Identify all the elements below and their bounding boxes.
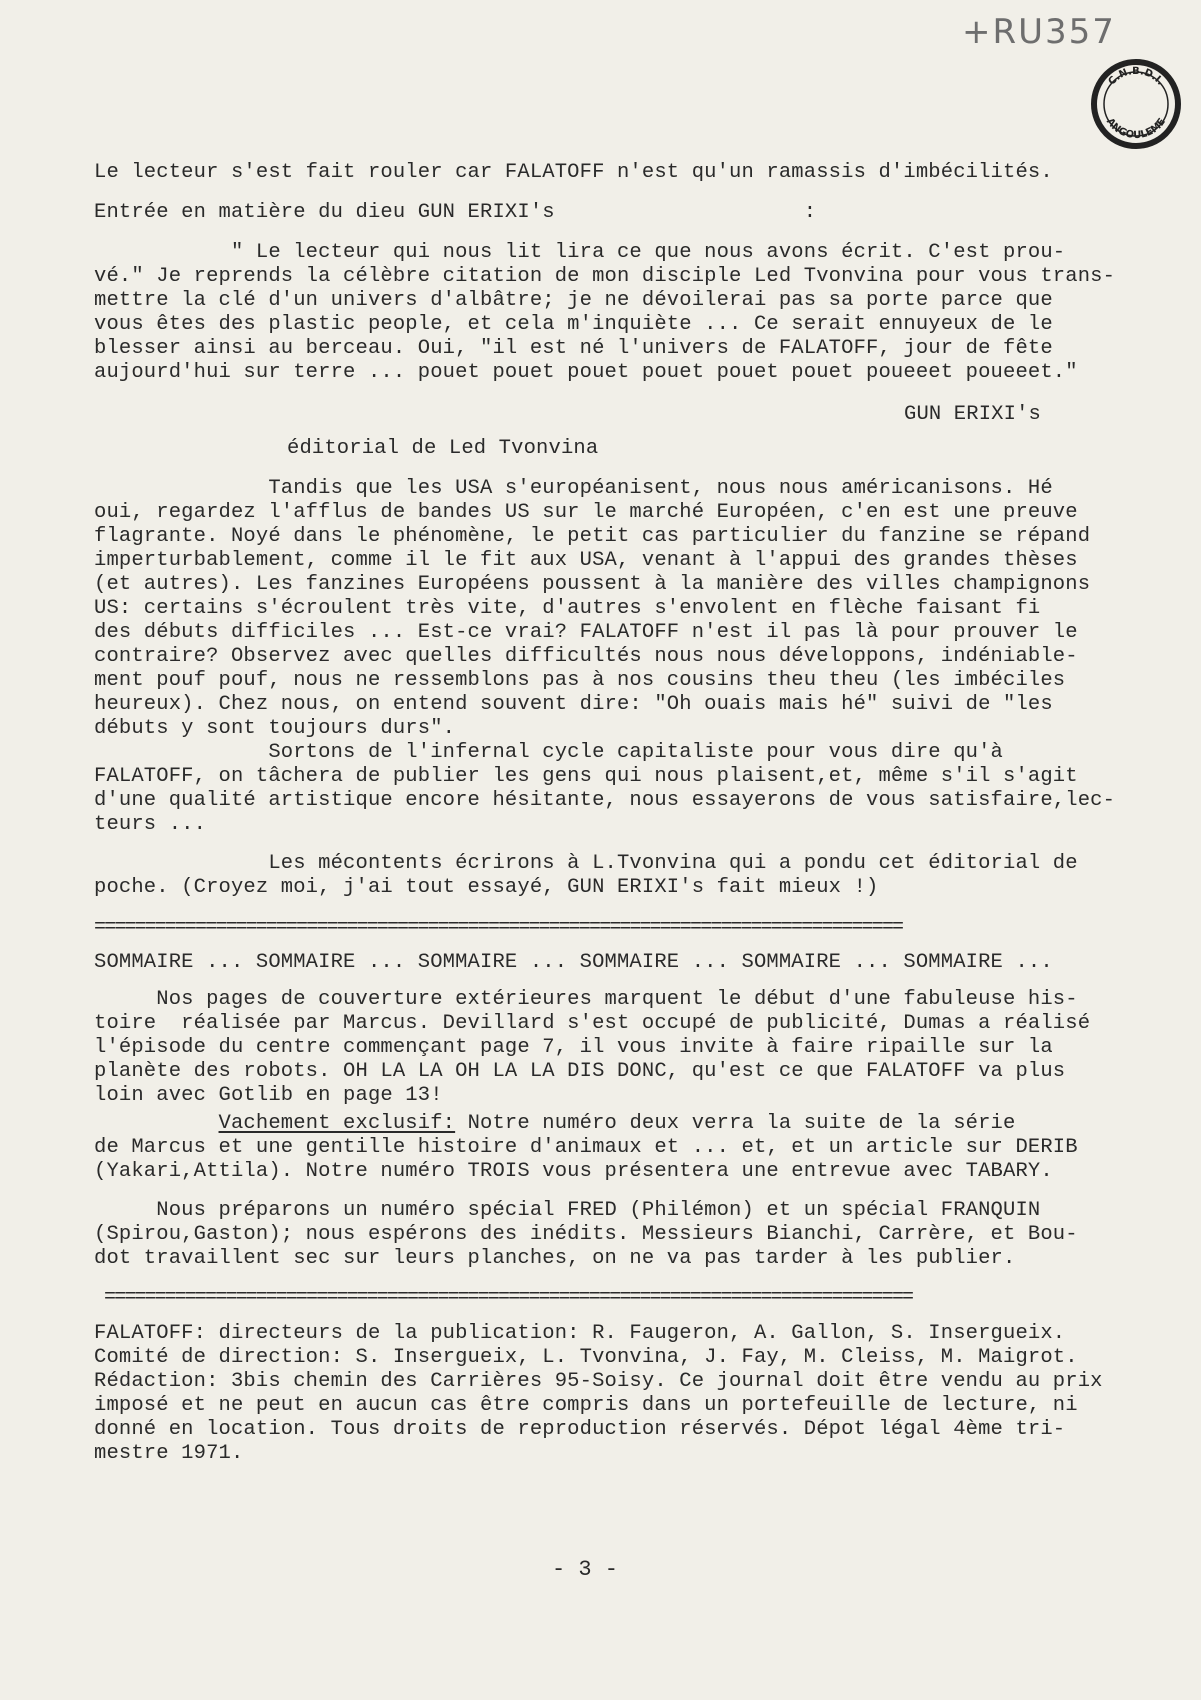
- editorial-line: poche. (Croyez moi, j'ai tout essayé, GUN ERIXI's fait mieux !): [94, 876, 879, 899]
- exclusive-line: (Yakari,Attila). Notre numéro TROIS vous présentera une entrevue avec TABARY.: [94, 1160, 1053, 1183]
- separator-line: ================================================================================: [94, 918, 903, 938]
- specials-line: dot travaillent sec sur leurs planches, on ne va pas tarder à les publier.: [94, 1247, 1016, 1270]
- editorial-line: flagrante. Noyé dans le phénomène, le petit cas particulier du fanzine se répand: [94, 525, 1091, 548]
- intro-line: Entrée en matière du dieu GUN ERIXI's :: [94, 201, 817, 224]
- quote-line: vé." Je reprends la célèbre citation de mon disciple Led Tvonvina pour vous trans-: [94, 265, 1116, 288]
- sommaire-line: Nos pages de couverture extérieures marquent le début d'une fabuleuse his-: [94, 988, 1078, 1011]
- stamp-top-text: C.N.B.D.I.: [1106, 65, 1166, 88]
- credits-line: Comité de direction: S. Insergueix, L. Tvonvina, J. Fay, M. Cleiss, M. Maigrot.: [94, 1346, 1078, 1369]
- quote-signature: GUN ERIXI's: [904, 403, 1041, 426]
- editorial-line: des débuts difficiles ... Est-ce vrai? FALATOFF n'est il pas là pour prouver le: [94, 621, 1078, 644]
- credits-line: FALATOFF: directeurs de la publication: R. Faugeron, A. Gallon, S. Insergueix.: [94, 1322, 1066, 1345]
- editorial-line: contraire? Observez avec quelles difficultés nous nous développons, indéniable-: [94, 645, 1078, 668]
- exclusive-label: Vachement exclusif:: [218, 1112, 456, 1135]
- editorial-line: teurs ...: [94, 813, 207, 836]
- editorial-title: éditorial de Led Tvonvina: [287, 437, 599, 460]
- editorial-line: oui, regardez l'afflus de bandes US sur le marché Européen, c'en est une preuve: [94, 501, 1078, 524]
- separator-line: ================================================================================: [104, 1288, 913, 1308]
- editorial-line: d'une qualité artistique encore hésitante, nous essayerons de vous satisfaire,lec-: [94, 789, 1116, 812]
- credits-line: donné en location. Tous droits de reproduction réservés. Dépot légal 4ème tri-: [94, 1418, 1066, 1441]
- quote-line: " Le lecteur qui nous lit lira ce que nous avons écrit. C'est prou-: [94, 241, 1066, 264]
- stamp-bottom-text: ANGOULEME: [1103, 116, 1168, 142]
- exclusive-line: de Marcus et une gentille histoire d'animaux et ... et, et un article sur DERIB: [94, 1136, 1078, 1159]
- exclusive-line: [94, 1112, 1164, 1136]
- credits-line: Rédaction: 3bis chemin des Carrières 95-Soisy. Ce journal doit être vendu au prix: [94, 1370, 1103, 1393]
- specials-line: (Spirou,Gaston); nous espérons des inédits. Messieurs Bianchi, Carrère, et Bou-: [94, 1223, 1078, 1246]
- editorial-line: Tandis que les USA s'européanisent, nous nous américanisons. Hé: [94, 477, 1053, 500]
- sommaire-line: loin avec Gotlib en page 13!: [94, 1084, 443, 1107]
- sommaire-line: toire réalisée par Marcus. Devillard s'est occupé de publicité, Dumas a réalisé: [94, 1012, 1091, 1035]
- sommaire-line: l'épisode du centre commençant page 7, il vous invite à faire ripaille sur la: [94, 1036, 1053, 1059]
- editorial-line: Sortons de l'infernal cycle capitaliste pour vous dire qu'à: [94, 741, 1003, 764]
- quote-line: blesser ainsi au berceau. Oui, "il est né l'univers de FALATOFF, jour de fête: [94, 337, 1053, 360]
- library-stamp: [1090, 58, 1182, 150]
- credits-line: imposé et ne peut en aucun cas être compris dans un portefeuille de lecture, ni: [94, 1394, 1078, 1417]
- intro-line: Le lecteur s'est fait rouler car FALATOFF n'est qu'un ramassis d'imbécilités.: [94, 161, 1053, 184]
- page-number: - 3 -: [552, 1557, 619, 1582]
- editorial-line: ment pouf pouf, nous ne ressemblons pas à nos cousins theu theu (les imbéciles: [94, 669, 1066, 692]
- exclusive-indent: [94, 1112, 219, 1135]
- editorial-line: heureux). Chez nous, on entend souvent dire: "Oh ouais mais hé" suivi de "les: [94, 693, 1053, 716]
- editorial-line: (et autres). Les fanzines Européens poussent à la manière des villes champignons: [94, 573, 1091, 596]
- editorial-line: imperturbablement, comme il le fit aux USA, venant à l'appui des grandes thèses: [94, 549, 1078, 572]
- handwritten-reference: +RU357: [962, 12, 1116, 52]
- quote-line: mettre la clé d'un univers d'albâtre; je ne dévoilerai pas sa porte parce que: [94, 289, 1053, 312]
- specials-line: Nous préparons un numéro spécial FRED (Philémon) et un spécial FRANQUIN: [94, 1199, 1041, 1222]
- quote-line: vous êtes des plastic people, et cela m'inquiète ... Ce serait ennuyeux de le: [94, 313, 1053, 336]
- sommaire-line: planète des robots. OH LA LA OH LA LA DIS DONC, qu'est ce que FALATOFF va plus: [94, 1060, 1066, 1083]
- quote-line: aujourd'hui sur terre ... pouet pouet pouet pouet pouet pouet poueeet poueeet.": [94, 361, 1078, 384]
- sommaire-header: SOMMAIRE ... SOMMAIRE ... SOMMAIRE ... SOMMAIRE ... SOMMAIRE ... SOMMAIRE ...: [94, 951, 1053, 974]
- credits-line: mestre 1971.: [94, 1442, 244, 1465]
- editorial-line: FALATOFF, on tâchera de publier les gens qui nous plaisent,et, même s'il s'agit: [94, 765, 1078, 788]
- editorial-line: US: certains s'écroulent très vite, d'autres s'envolent en flèche faisant fi: [94, 597, 1041, 620]
- editorial-line: Les mécontents écrirons à L.Tvonvina qui a pondu cet éditorial de: [94, 852, 1078, 875]
- editorial-line: débuts y sont toujours durs".: [94, 717, 456, 740]
- exclusive-text: Notre numéro deux verra la suite de la série: [455, 1112, 1016, 1135]
